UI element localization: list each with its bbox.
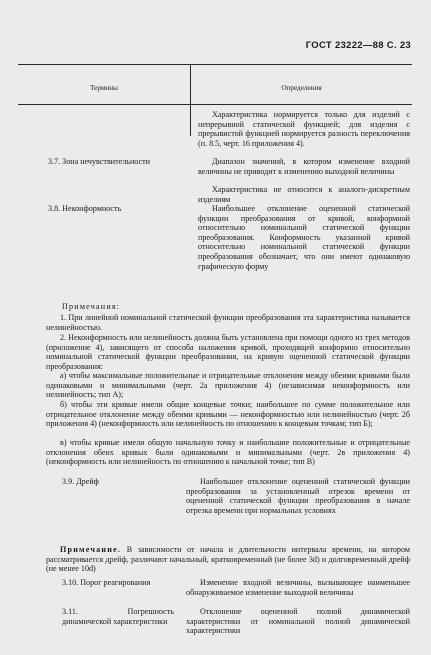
note-2: 2. Неконформность или нелинейность должна быть установлена при помощи одного из трех методов (приложение 4), зависящего от способа наложения кривой, проходящей конформно относительно номинальной статической функции преобразования, на кривую оцененной статической функции преобразования: [46, 333, 410, 371]
definition-continuation: Характеристика нормируется только для изделий с непрерывной статической функцией; для изделия с прерывистой функцией нормируется разность переключения (п. 8.5, черт. 16 приложения 4). [198, 110, 410, 148]
table-top-border [18, 64, 412, 65]
definition-3-10: Изменение входной величины, вызывающее наименьшее обнаруживаемое изменение выходной величины [186, 578, 410, 597]
definition-3-8: Наибольшее отклонение оцененной статической функции преобразования от кривой, конформной относительно номинальной статической функции преобразования. Конформность указанной кривой относительно номинальной статической функции преобразования обозначает, что они имеют одинаковую графическую форму [198, 204, 410, 271]
table-column-divider [190, 64, 191, 136]
note-2-item-a: а) чтобы максимальные положительные и отрицательные отклонения между обеими кривыми были одинаковыми и минимальными (черт. 2а приложения 4) (независимая неконформность или нелинейность; тип А); [46, 371, 410, 400]
term-3-9: 3.9. Дрейф [62, 477, 99, 486]
term-3-11: 3.11. Погрешность динамической характеристики [62, 607, 174, 626]
term-3-8: 3.8. Неконформность [48, 204, 122, 213]
table-header-border [18, 104, 412, 105]
notes-heading: Примечания: [62, 302, 121, 311]
definition-3-7: Диапазон значений, в котором изменение входной величины не приводит к изменению выходной величины [198, 157, 410, 176]
definition-3-11: Отклонение оцененной полной динамической характеристики от номинальной полной динамической характеристики [186, 607, 410, 636]
term-3-10: 3.10. Порог реагирования [62, 578, 151, 587]
definition-3-9: Наибольшее отклонение оцененной статической функции преобразования за установленный отрезок времени от оцененной статической функции преобразования в начале отрезка времени при нормальных условиях [186, 477, 410, 515]
column-header-definitions: Определения [281, 84, 322, 92]
note-3-9-text: В зависимости от начала и длительности интервала времени, на котором рассматривается дрейф, различают начальный, кратковременный (не более 3d) и долговременный дрейф (не менее 10d) [46, 545, 410, 574]
note-3-9 [46, 545, 410, 574]
definition-3-7-note: Характеристика не относится к аналого-дискретным изделиям [198, 185, 410, 204]
page-header: ГОСТ 23222—88 С. 23 [305, 40, 411, 51]
note-1: 1. При линейной номинальной статической функции преобразования эта характеристика называется нелинейностью. [46, 313, 410, 332]
column-header-terms: Термины [90, 84, 118, 92]
note-2-item-c: в) чтобы кривые имели общую начальную точку и наибольшие положительные и отрицательные отклонения обеих кривых были одинаковыми и минимальными (черт. 2в приложения 4) (неконформность или нелинейность по отношению к начальной точке; тип В) [46, 438, 410, 467]
term-3-7: 3.7. Зона нечувствительности [48, 157, 151, 166]
note-2-item-b: б) чтобы эти кривые имели общие концевые точки; наибольшее по сумме положительное или отрицательное отклонение между обеими кривыми — неконформностью или нелинейностью (черт. 2б приложения 4) (неконформность или нелинейность по отношению к концевым точкам; тип Б); [46, 400, 410, 429]
note-3-9-heading: Примечание. [60, 545, 122, 554]
